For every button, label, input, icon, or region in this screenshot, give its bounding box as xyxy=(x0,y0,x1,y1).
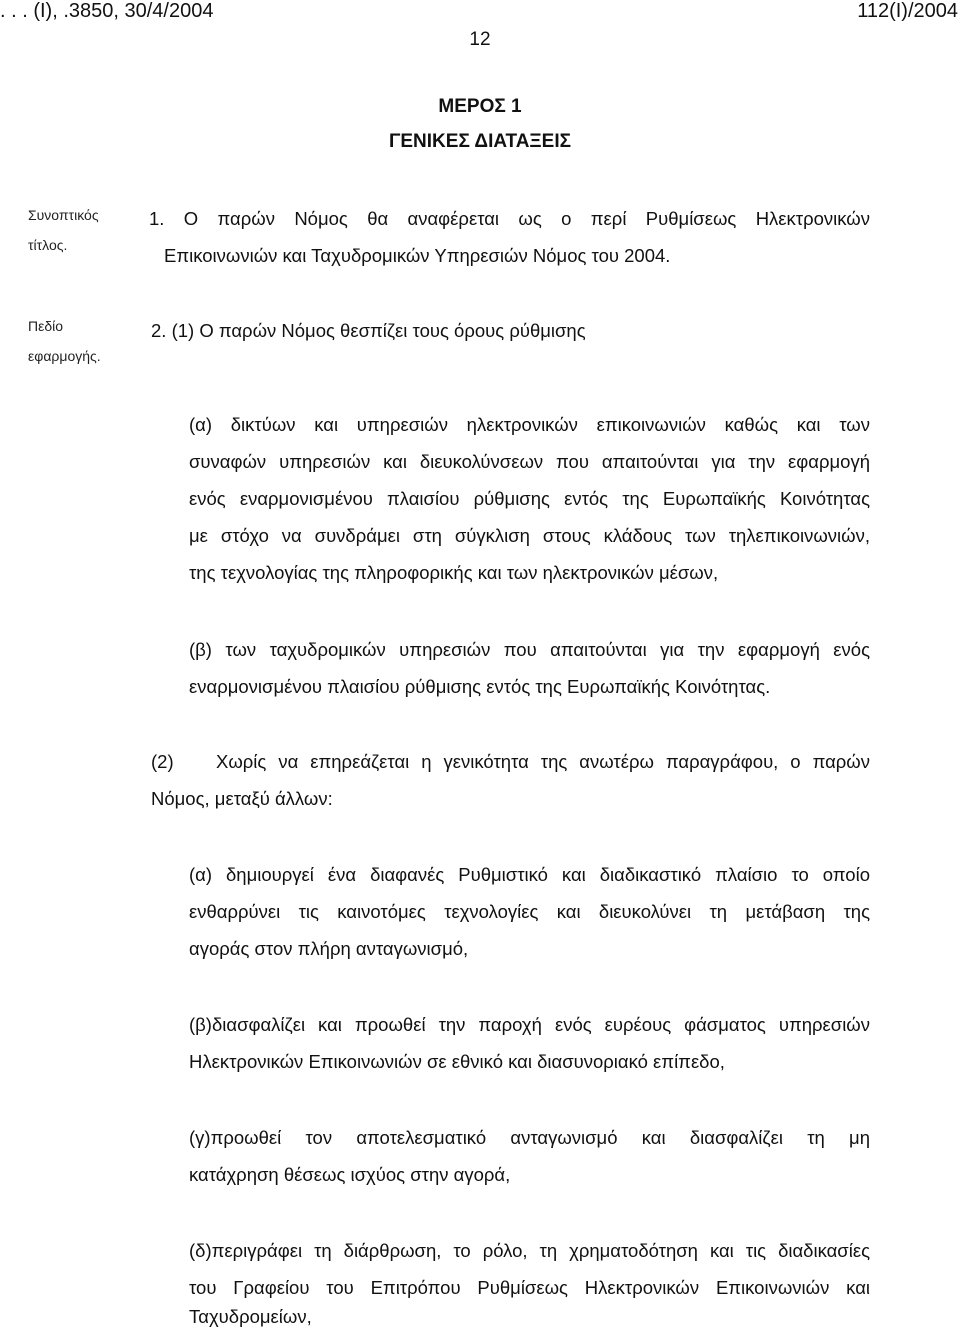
clause-b-line-1: (β)διασφαλίζει και προωθεί την παροχή ενός ευρέους φάσματος υπηρεσιών xyxy=(189,1014,870,1035)
section-2-2-line-2: Νόμος, μεταξύ άλλων: xyxy=(151,788,333,809)
margin-note-scope: Πεδίο xyxy=(28,318,64,334)
clause-c-line-2: κατάχρηση θέσεως ισχύος στην αγορά, xyxy=(189,1164,511,1185)
clause-d-line-1: (δ)περιγράφει τη διάρθρωση, το ρόλο, τη χρηματοδότηση και τις διαδικασίες xyxy=(189,1240,870,1261)
margin-note-scope-2: εφαρμογής. xyxy=(28,348,101,364)
item-a-line-4: με στόχο να συνδράμει στη σύγκλιση στους κλάδους των τηλεπικοινωνιών, xyxy=(189,525,870,546)
page-number: 12 xyxy=(469,29,491,50)
clause-d-line-3: Ταχυδρομείων, xyxy=(189,1306,312,1327)
clause-a-line-1: (α) δημιουργεί ένα διαφανές Ρυθμιστικό και διαδικαστικό πλαίσιο το οποίο xyxy=(189,864,870,885)
clause-b-line-2: Ηλεκτρονικών Επικοινωνιών σε εθνικό και διασυνοριακό επίπεδο, xyxy=(189,1051,725,1072)
clause-a-line-3: αγοράς στον πλήρη ανταγωνισμό, xyxy=(189,938,469,959)
margin-note-short-title-2: τίτλος. xyxy=(28,237,68,253)
item-b-line-2: εναρμονισμένου πλαισίου ρύθμισης εντός της Ευρωπαϊκής Κοινότητας. xyxy=(189,676,771,697)
section-2-2-number: (2) xyxy=(151,751,174,772)
item-a-line-2: συναφών υπηρεσιών και διευκολύνσεων που απαιτούνται για την εφαρμογή xyxy=(189,451,870,472)
header-left: . . . (I), .3850, 30/4/2004 xyxy=(0,0,214,22)
margin-note-short-title: Συνοπτικός xyxy=(28,207,99,223)
item-a-line-5: της τεχνολογίας της πληροφορικής και των ηλεκτρονικών μέσων, xyxy=(189,562,719,583)
item-a-line-1: (α) δικτύων και υπηρεσιών ηλεκτρονικών επικοινωνιών καθώς και των xyxy=(189,414,870,435)
item-a-line-3: ενός εναρμονισμένου πλαισίου ρύθμισης εντός της Ευρωπαϊκής Κοινότητας xyxy=(189,488,870,509)
section-1-line-1: 1. Ο παρών Νόμος θα αναφέρεται ως ο περί Ρυθμίσεως Ηλεκτρονικών xyxy=(149,208,870,229)
clause-a-line-2: ενθαρρύνει τις καινοτόμες τεχνολογίες και διευκολύνει τη μετάβαση της xyxy=(189,901,870,922)
part-title: ΜΕΡΟΣ 1 xyxy=(438,96,522,117)
clause-d-line-2: του Γραφείου του Επιτρόπου Ρυθμίσεως Ηλεκτρονικών Επικοινωνιών και xyxy=(189,1277,870,1298)
clause-c-line-1: (γ)προωθεί τον αποτελεσματικό ανταγωνισμό και διασφαλίζει τη μη xyxy=(189,1127,870,1148)
section-2-2-line-1: Χωρίς να επηρεάζεται η γενικότητα της ανωτέρω παραγράφου, ο παρών xyxy=(216,751,870,772)
header-right: 112(I)/2004 xyxy=(857,0,958,22)
section-1-line-2: Επικοινωνιών και Ταχυδρομικών Υπηρεσιών Νόμος του 2004. xyxy=(164,245,671,266)
item-b-line-1: (β) των ταχυδρομικών υπηρεσιών που απαιτούνται για την εφαρμογή ενός xyxy=(189,639,870,660)
section-2-line-1: 2. (1) Ο παρών Νόμος θεσπίζει τους όρους ρύθμισης xyxy=(151,320,586,341)
part-subtitle: ΓΕΝΙΚΕΣ ΔΙΑΤΑΞΕΙΣ xyxy=(388,131,572,152)
